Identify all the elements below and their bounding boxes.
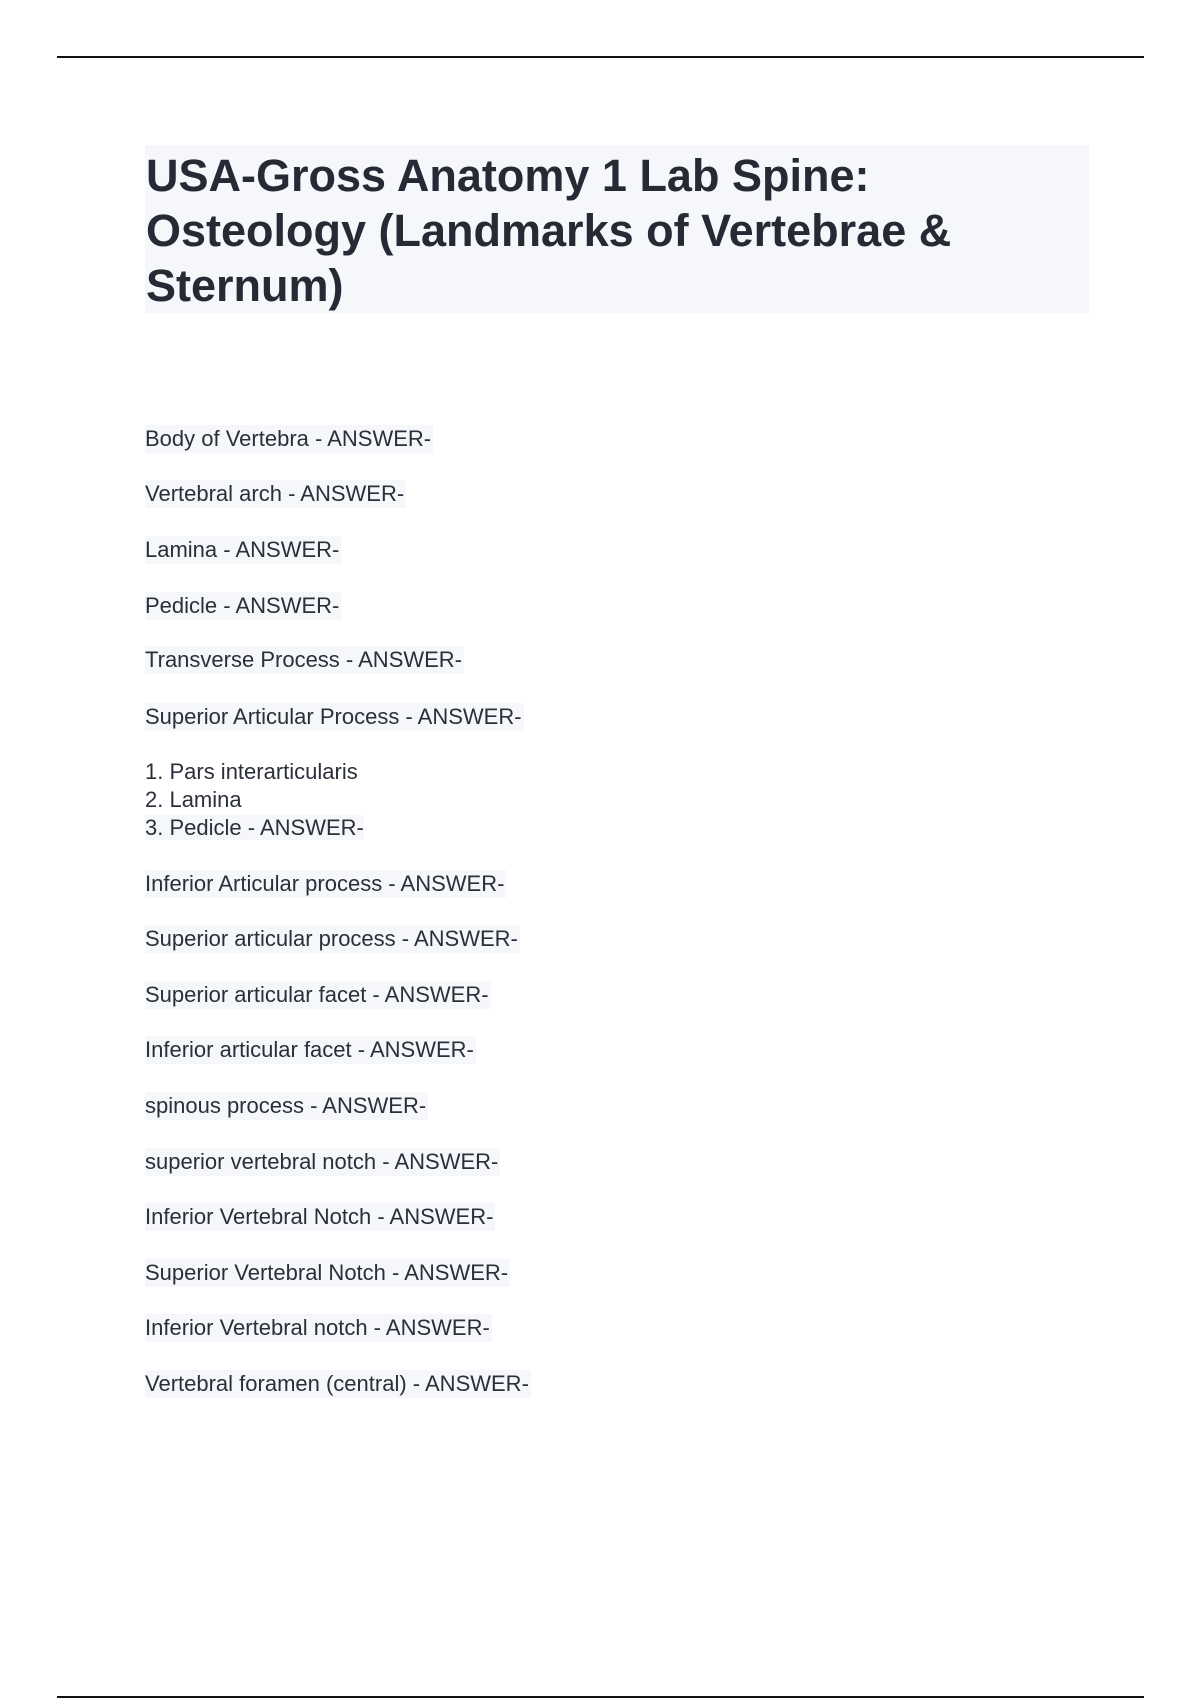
list-item: Body of Vertebra - ANSWER-	[145, 426, 432, 451]
list-item: Inferior Vertebral Notch - ANSWER-	[145, 1204, 494, 1229]
list-item: Inferior Articular process - ANSWER-	[145, 871, 505, 896]
list-item: Inferior Vertebral notch - ANSWER-	[145, 1315, 490, 1340]
list-item-line: 3. Pedicle - ANSWER-	[145, 815, 364, 840]
list-item: spinous process - ANSWER-	[145, 1093, 427, 1118]
top-rule	[57, 56, 1144, 58]
list-item: Vertebral foramen (central) - ANSWER-	[145, 1371, 529, 1396]
list-item-multiline	[145, 758, 366, 842]
list-item: Superior articular facet - ANSWER-	[145, 982, 489, 1007]
list-item: Vertebral arch - ANSWER-	[145, 481, 405, 506]
list-item-line: 2. Lamina	[145, 787, 242, 812]
list-item: superior vertebral notch - ANSWER-	[145, 1149, 499, 1174]
document-title: USA-Gross Anatomy 1 Lab Spine: Osteology (Landmarks of Vertebrae & Sternum)	[146, 150, 952, 311]
list-item-line: 1. Pars interarticularis	[145, 759, 358, 784]
list-item: Pedicle - ANSWER-	[145, 593, 340, 618]
list-item: Superior articular process - ANSWER-	[145, 926, 518, 951]
bottom-rule	[57, 1696, 1144, 1698]
list-item: Transverse Process - ANSWER-	[145, 647, 463, 672]
list-item: Lamina - ANSWER-	[145, 537, 340, 562]
list-item: Superior Vertebral Notch - ANSWER-	[145, 1260, 509, 1285]
list-item: Superior Articular Process - ANSWER-	[145, 704, 522, 729]
list-item: Inferior articular facet - ANSWER-	[145, 1037, 474, 1062]
